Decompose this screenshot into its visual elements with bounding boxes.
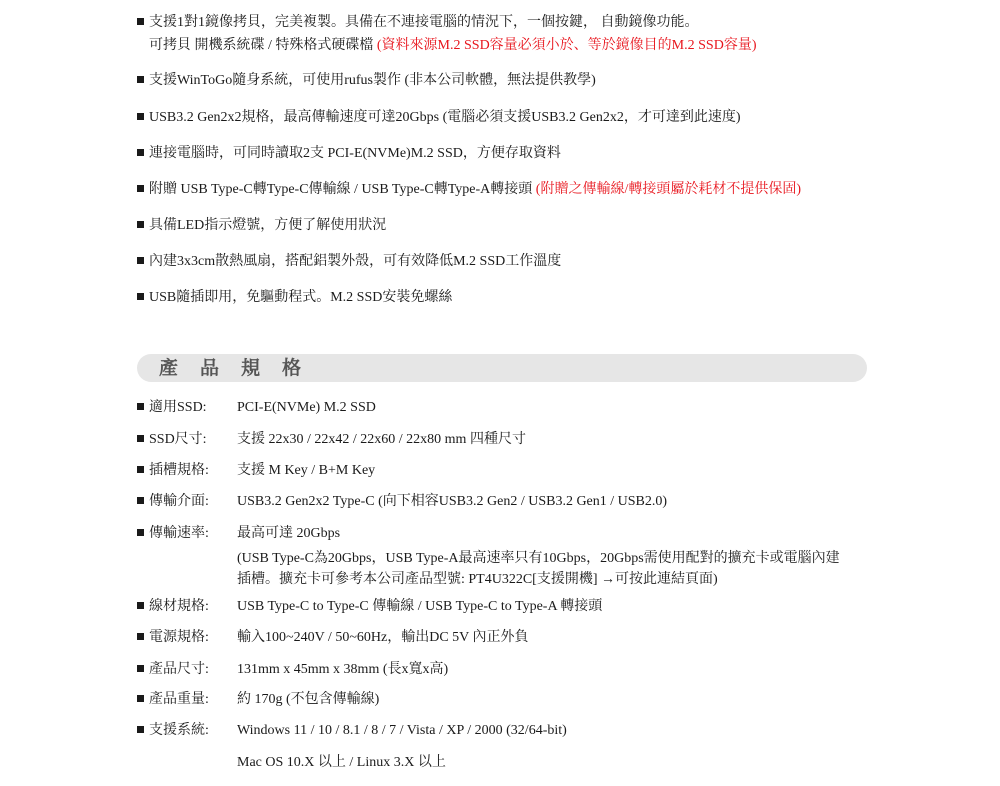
spec-row xyxy=(137,491,897,513)
feature-note: (附贈之傳輸線/轉接頭屬於耗材不提供保固) xyxy=(535,182,801,197)
os-extra-line: Mac OS 10.X 以上 / Linux 3.X 以上 xyxy=(237,755,446,770)
bullet-square-icon xyxy=(137,113,144,120)
section-header-bar xyxy=(137,354,867,382)
feature-item xyxy=(137,143,561,165)
bullet-square-icon xyxy=(137,76,144,83)
bullet-square-icon xyxy=(137,185,144,192)
spec-row xyxy=(137,397,897,419)
bullet-square-icon xyxy=(137,602,144,609)
feature-note: (資料來源M.2 SSD容量必須小於、等於鏡像目的M.2 SSD容量) xyxy=(376,38,757,53)
feature-subline xyxy=(137,35,756,57)
spec-row xyxy=(137,659,897,681)
spec-row xyxy=(137,689,897,711)
spec-value: PCI-E(NVMe) M.2 SSD xyxy=(237,400,376,415)
spec-label: 支援系統: xyxy=(137,720,209,742)
feature-text: 支援1對1鏡像拷貝，完美複製。具備在不連接電腦的情況下，一個按鍵， 自動鏡像功能。 xyxy=(149,15,699,30)
feature-text: 連接電腦時，可同時讀取2支 PCI-E(NVMe)M.2 SSD，方便存取資料 xyxy=(149,146,561,161)
feature-item xyxy=(137,215,386,237)
bullet-square-icon xyxy=(137,221,144,228)
speed-note-line: (USB Type-C為20Gbps，USB Type-A最高速率只有10Gbps，20Gbps需使用配對的擴充卡或電腦內建 xyxy=(237,551,840,566)
spec-value: 支援 22x30 / 22x42 / 22x60 / 22x80 mm 四種尺寸 xyxy=(237,432,526,447)
bullet-square-icon xyxy=(137,435,144,442)
section-title: 產品規格 xyxy=(159,357,324,379)
spec-value: 輸入100~240V / 50~60Hz，輸出DC 5V 內正外負 xyxy=(237,630,529,645)
feature-text: 附贈 USB Type-C轉Type-C傳輸線 / USB Type-C轉Type-A轉接頭 xyxy=(149,182,536,197)
feature-text: USB3.2 Gen2x2規格，最高傳輸速度可達20Gbps (電腦必須支援USB3.2 Gen2x2，才可達到此速度) xyxy=(149,110,741,125)
feature-item xyxy=(137,179,801,201)
spec-label: 插槽規格: xyxy=(137,460,209,482)
bullet-square-icon xyxy=(137,529,144,536)
spec-label: 產品尺寸: xyxy=(137,659,209,681)
spec-row xyxy=(137,429,897,451)
spec-value: 約 170g (不包含傳輸線) xyxy=(237,692,380,707)
spec-row xyxy=(137,523,897,545)
spec-row xyxy=(137,596,897,618)
bullet-square-icon xyxy=(137,293,144,300)
feature-item xyxy=(137,12,699,34)
spec-label: 電源規格: xyxy=(137,627,209,649)
spec-label: 產品重量: xyxy=(137,689,209,711)
spec-label: 傳輸介面: xyxy=(137,491,209,513)
spec-label: SSD尺寸: xyxy=(137,429,207,451)
spec-label: 適用SSD: xyxy=(137,397,207,419)
spec-value: 最高可達 20Gbps xyxy=(237,526,341,541)
spec-label: 傳輸速率: xyxy=(137,523,209,545)
bullet-square-icon xyxy=(137,665,144,672)
spec-row xyxy=(137,460,897,482)
spec-value: Windows 11 / 10 / 8.1 / 8 / 7 / Vista / XP / 2000 (32/64-bit) xyxy=(237,723,567,738)
feature-text: USB隨插即用，免驅動程式。M.2 SSD安裝免螺絲 xyxy=(149,290,453,305)
feature-item xyxy=(137,251,561,273)
spec-label: 線材規格: xyxy=(137,596,209,618)
spec-value: 支援 M Key / B+M Key xyxy=(237,463,376,478)
speed-note-line: 插槽。擴充卡可參考本公司產品型號: PT4U322C[支援開機] →可按此連結頁面) xyxy=(237,572,718,587)
feature-item xyxy=(137,287,452,309)
feature-text: 支援WinToGo隨身系統，可使用rufus製作 (非本公司軟體，無法提供教學) xyxy=(149,73,596,88)
spec-row xyxy=(137,720,897,742)
bullet-square-icon xyxy=(137,497,144,504)
feature-text: 內建3x3cm散熱風扇，搭配鋁製外殼，可有效降低M.2 SSD工作溫度 xyxy=(149,254,562,269)
bullet-square-icon xyxy=(137,726,144,733)
bullet-square-icon xyxy=(137,149,144,156)
bullet-square-icon xyxy=(137,18,144,25)
feature-text: 具備LED指示燈號，方便了解使用狀況 xyxy=(149,218,387,233)
bullet-square-icon xyxy=(137,257,144,264)
feature-item xyxy=(137,107,741,129)
feature-text: 可拷貝 開機系統碟 / 特殊格式硬碟檔 xyxy=(149,38,377,53)
bullet-square-icon xyxy=(137,403,144,410)
spec-row xyxy=(137,627,897,649)
spec-value: USB3.2 Gen2x2 Type-C (向下相容USB3.2 Gen2 / USB3.2 Gen1 / USB2.0) xyxy=(237,494,668,509)
feature-item xyxy=(137,70,596,92)
spec-value: USB Type-C to Type-C 傳輸線 / USB Type-C to Type-A 轉接頭 xyxy=(237,599,603,614)
bullet-square-icon xyxy=(137,466,144,473)
spec-value: 131mm x 45mm x 38mm (長x寬x高) xyxy=(237,662,449,677)
bullet-square-icon xyxy=(137,633,144,640)
bullet-square-icon xyxy=(137,695,144,702)
